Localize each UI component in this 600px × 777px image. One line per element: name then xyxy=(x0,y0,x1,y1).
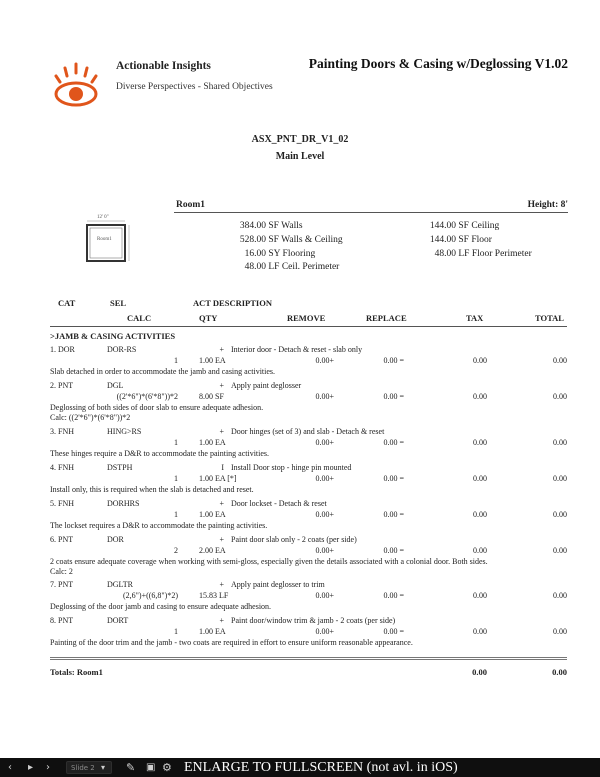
item-note: Deglossing of the door jamb and casing to ensure adequate adhesion. xyxy=(50,602,272,611)
level-name: Main Level xyxy=(275,151,325,162)
totals-divider xyxy=(50,657,567,660)
column-replace: REPLACE xyxy=(366,313,407,323)
column-cat: CAT xyxy=(58,298,76,308)
item-description: Apply paint deglosser to trim xyxy=(231,580,325,589)
item-calc: (2,6")+((6,8")*2) xyxy=(122,591,178,600)
item-description: Apply paint deglosser xyxy=(231,381,302,390)
item-total: 0.00 xyxy=(553,627,567,636)
measurement-sf-floor: 144.00 SF Floor xyxy=(429,235,492,245)
viewer-toolbar xyxy=(0,758,600,777)
item-calc: 1 xyxy=(174,438,178,447)
sketch-dimension: 12' 0" xyxy=(97,215,109,220)
item-selector: DOR-RS xyxy=(107,345,137,354)
item-remove: 0.00+ xyxy=(315,438,334,447)
item-number: 8. PNT xyxy=(50,616,74,625)
room-divider xyxy=(174,212,568,213)
next-icon[interactable]: › xyxy=(46,762,50,773)
room-sketch xyxy=(84,215,134,265)
item-selector: DSTPH xyxy=(107,463,133,472)
item-note: These hinges require a D&R to accommodate the painting activities. xyxy=(50,449,270,458)
item-replace: 0.00 = xyxy=(383,591,404,600)
item-qty: 15.83 LF xyxy=(199,591,229,600)
item-description: Door lockset - Detach & reset xyxy=(231,499,327,508)
item-remove: 0.00+ xyxy=(315,546,334,555)
item-remove: 0.00+ xyxy=(315,591,334,600)
dropdown-icon[interactable]: ▾ xyxy=(101,763,106,772)
item-number: 5. FNH xyxy=(50,499,75,508)
item-replace: 0.00 = xyxy=(383,438,404,447)
item-note: Deglossing of both sides of door slab to ensure adequate adhesion. xyxy=(50,403,264,412)
item-selector: HING>RS xyxy=(107,427,142,436)
column-act-desc: ACT DESCRIPTION xyxy=(193,298,272,308)
item-qty: 1.00 EA xyxy=(199,356,226,365)
totals-label: Totals: Room1 xyxy=(50,667,103,677)
slide-select[interactable]: Slide 2 xyxy=(66,761,112,774)
pen-icon[interactable]: ✎ xyxy=(126,761,136,774)
item-replace: 0.00 = xyxy=(383,474,404,483)
item-description: Paint door slab only - 2 coats (per side) xyxy=(231,535,357,544)
item-qty: 1.00 EA xyxy=(199,438,226,447)
item-remove: 0.00+ xyxy=(315,474,334,483)
item-calc: 1 xyxy=(174,474,178,483)
item-calc: 1 xyxy=(174,510,178,519)
item-number: 7. PNT xyxy=(50,580,74,589)
item-tax: 0.00 xyxy=(473,510,487,519)
item-tax: 0.00 xyxy=(473,438,487,447)
room-name: Room1 xyxy=(176,200,206,210)
item-calc: 2 xyxy=(174,546,178,555)
item-description: Interior door - Detach & reset - slab only xyxy=(231,345,363,354)
item-qty: 1.00 EA xyxy=(199,627,226,636)
measurement-lf-floor-perimeter: 48.00 LF Floor Perimeter xyxy=(434,249,532,259)
sketch-room-label: Room1 xyxy=(97,237,112,242)
item-tax: 0.00 xyxy=(473,356,487,365)
item-calc: ((2'*6")*(6'*8"))*2 xyxy=(116,392,178,401)
item-action: + xyxy=(219,381,224,390)
item-selector: DORHRS xyxy=(107,499,140,508)
item-tax: 0.00 xyxy=(473,546,487,555)
item-number: 4. FNH xyxy=(50,463,75,472)
company-name: Actionable Insights xyxy=(116,60,211,72)
item-note: 2 coats ensure adequate coverage when working with semi-gloss, especially given the details associated with a colonial door. Both sides. xyxy=(50,557,488,566)
totals-tax: 0.00 xyxy=(472,667,487,677)
item-note: Painting of the door trim and the jamb - two coats are required in effort to ensure uniform reasonable appearance. xyxy=(50,638,413,647)
item-note: Calc: 2 xyxy=(50,567,73,576)
item-action: + xyxy=(219,427,224,436)
fullscreen-icon[interactable]: ▣ xyxy=(146,762,156,773)
item-total: 0.00 xyxy=(553,546,567,555)
column-calc: CALC xyxy=(127,313,152,323)
prev-icon[interactable]: ▸ xyxy=(28,762,34,773)
section-title: >JAMB & CASING ACTIVITIES xyxy=(50,331,176,341)
column-remove: REMOVE xyxy=(287,313,326,323)
item-total: 0.00 xyxy=(553,591,567,600)
item-remove: 0.00+ xyxy=(315,510,334,519)
item-qty: 2.00 EA xyxy=(199,546,226,555)
item-replace: 0.00 = xyxy=(383,356,404,365)
item-total: 0.00 xyxy=(553,356,567,365)
item-remove: 0.00+ xyxy=(315,392,334,401)
item-qty: 8.00 SF xyxy=(199,392,224,401)
item-number: 2. PNT xyxy=(50,381,74,390)
column-qty: QTY xyxy=(199,313,218,323)
item-total: 0.00 xyxy=(553,392,567,401)
item-replace: 0.00 = xyxy=(383,510,404,519)
item-number: 6. PNT xyxy=(50,535,74,544)
item-note: The lockset requires a D&R to accommodate the painting activities. xyxy=(50,521,268,530)
item-tax: 0.00 xyxy=(473,591,487,600)
document-title: Painting Doors & Casing w/Deglossing V1.02 xyxy=(308,56,568,71)
company-tagline: Diverse Perspectives - Shared Objectives xyxy=(116,82,273,92)
item-qty: 1.00 EA xyxy=(199,510,226,519)
item-description: Install Door stop - hinge pin mounted xyxy=(231,463,352,472)
estimate-id: ASX_PNT_DR_V1_02 xyxy=(251,134,349,145)
item-selector: DGL xyxy=(107,381,124,390)
item-selector: DOR xyxy=(107,535,124,544)
item-action: + xyxy=(219,616,224,625)
measurement-sf-ceiling: 144.00 SF Ceiling xyxy=(429,221,500,231)
item-action: + xyxy=(219,345,224,354)
item-description: Paint door/window trim & jamb - 2 coats (per side) xyxy=(231,616,396,625)
item-remove: 0.00+ xyxy=(315,627,334,636)
measurement-lf-ceil-perimeter: 48.00 LF Ceil. Perimeter xyxy=(244,262,340,272)
item-number: 1. DOR xyxy=(50,345,75,354)
company-logo xyxy=(50,62,102,110)
totals-total: 0.00 xyxy=(552,667,567,677)
item-action: + xyxy=(219,535,224,544)
item-total: 0.00 xyxy=(553,510,567,519)
item-tax: 0.00 xyxy=(473,627,487,636)
item-description: Door hinges (set of 3) and slab - Detach & reset xyxy=(231,427,385,436)
item-replace: 0.00 = xyxy=(383,392,404,401)
first-icon[interactable]: ‹ xyxy=(8,762,12,773)
item-replace: 0.00 = xyxy=(383,627,404,636)
item-note: Calc: ((2'*6")*(6'*8"))*2 xyxy=(50,413,131,422)
column-tax: TAX xyxy=(466,313,484,323)
item-calc: 1 xyxy=(174,627,178,636)
item-total: 0.00 xyxy=(553,474,567,483)
column-total: TOTAL xyxy=(535,313,564,323)
item-calc: 1 xyxy=(174,356,178,365)
room-height: Height: 8' xyxy=(527,200,568,210)
item-tax: 0.00 xyxy=(473,392,487,401)
item-selector: DORT xyxy=(107,616,129,625)
item-remove: 0.00+ xyxy=(315,356,334,365)
item-note: Install only, this is required when the slab is detached and reset. xyxy=(50,485,254,494)
item-note: Slab detached in order to accommodate the jamb and casing activities. xyxy=(50,367,276,376)
item-total: 0.00 xyxy=(553,438,567,447)
item-action: I xyxy=(221,463,224,472)
column-sel: SEL xyxy=(110,298,127,308)
item-action: + xyxy=(219,499,224,508)
item-number: 3. FNH xyxy=(50,427,75,436)
item-qty: 1.00 EA [*] xyxy=(199,474,237,483)
item-replace: 0.00 = xyxy=(383,546,404,555)
measurement-sf-walls-ceiling: 528.00 SF Walls & Ceiling xyxy=(239,235,343,245)
fullscreen-button[interactable]: ENLARGE TO FULLSCREEN (not avl. in iOS) xyxy=(184,760,458,775)
measurement-sy-flooring: 16.00 SY Flooring xyxy=(244,249,316,259)
item-action: + xyxy=(219,580,224,589)
header-divider xyxy=(50,326,567,327)
item-tax: 0.00 xyxy=(473,474,487,483)
gear-icon[interactable]: ⚙ xyxy=(162,761,172,774)
measurement-sf-walls: 384.00 SF Walls xyxy=(239,221,303,231)
item-selector: DGLTR xyxy=(107,580,133,589)
